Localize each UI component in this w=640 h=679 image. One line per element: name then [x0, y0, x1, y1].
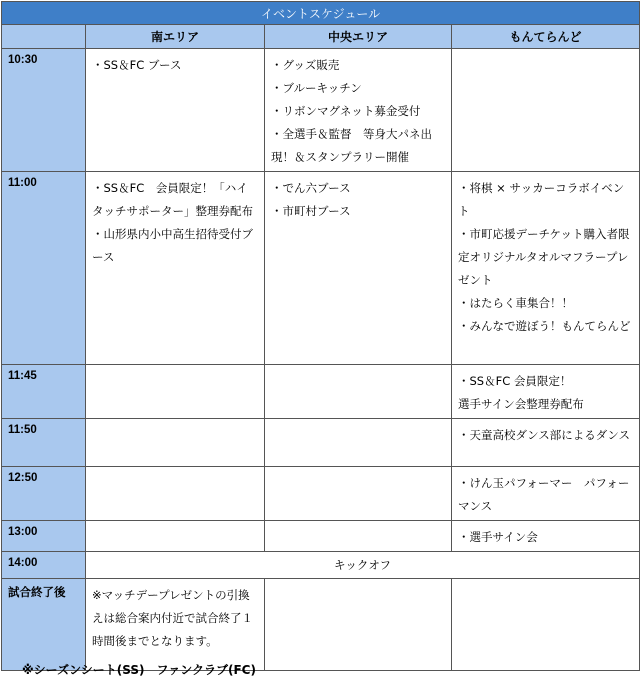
monte-cell	[452, 467, 640, 521]
monte-cell	[452, 49, 640, 172]
schedule-row	[2, 365, 640, 419]
list-item: ・天童高校ダンス部によるダンス	[458, 428, 631, 442]
column-header-monte: もんてらんど	[452, 25, 640, 49]
central-cell	[265, 172, 452, 365]
list-item: ・SS＆FC 会員限定！「ハイタッチサポーター」整理券配布	[92, 181, 253, 218]
schedule-row	[2, 49, 640, 172]
list-item: ・市町応援デーチケット購入者限定オリジナルタオルマフラープレゼント	[458, 227, 630, 287]
south-cell	[86, 419, 265, 467]
time-cell: 11:50	[2, 419, 86, 467]
schedule-row	[2, 172, 640, 365]
central-cell	[265, 419, 452, 467]
list-item: ・全選手＆監督 等身大パネ出現！＆スタンプラリー開催	[271, 127, 432, 164]
south-cell	[86, 365, 265, 419]
column-header-central: 中央エリア	[265, 25, 452, 49]
schedule-row	[2, 521, 640, 552]
time-cell: 14:00	[2, 552, 86, 579]
list-item: ・リボンマグネット募金受付	[271, 104, 421, 118]
list-item: ・SS＆FC ブース	[92, 58, 182, 72]
list-item: ・市町村ブース	[271, 204, 351, 218]
monte-cell	[452, 419, 640, 467]
schedule-row	[2, 467, 640, 521]
central-cell	[265, 579, 452, 671]
column-header-south: 南エリア	[86, 25, 265, 49]
list-item: ・将棋 × サッカーコラボイベント	[458, 181, 625, 218]
list-item: 選手サイン会整理券配布	[458, 397, 584, 411]
schedule-table	[1, 1, 640, 671]
central-cell	[265, 467, 452, 521]
time-cell: 10:30	[2, 49, 86, 172]
monte-cell	[452, 365, 640, 419]
south-cell	[86, 172, 265, 365]
list-item: ・山形県内小中高生招待受付ブース	[92, 227, 253, 264]
central-cell	[265, 365, 452, 419]
time-cell: 11:00	[2, 172, 86, 365]
time-column-header	[2, 25, 86, 49]
central-cell	[265, 49, 452, 172]
list-item: ・けん玉パフォーマー パフォーマンス	[458, 476, 630, 513]
list-item: ・グッズ販売	[271, 58, 340, 72]
south-cell: ※マッチデープレゼントの引換えは総合案内付近で試合終了１時間後までとなります。	[86, 579, 265, 671]
after-match-row	[2, 579, 640, 671]
column-header-row	[2, 25, 640, 49]
kickoff-cell: キックオフ	[86, 552, 640, 579]
list-item: ・みんなで遊ぼう！もんてらんど	[458, 319, 631, 333]
time-cell: 12:50	[2, 467, 86, 521]
central-cell	[265, 521, 452, 552]
list-item: ・でん六ブース	[271, 181, 351, 195]
footnote: ※シーズンシート(SS) ファンクラブ(FC)	[22, 663, 256, 677]
list-item: ・SS＆FC 会員限定！	[458, 374, 572, 388]
schedule-container	[1, 1, 639, 671]
schedule-row	[2, 419, 640, 467]
monte-cell	[452, 172, 640, 365]
monte-cell	[452, 579, 640, 671]
list-item: ・ブルーキッチン	[271, 81, 362, 95]
time-cell: 13:00	[2, 521, 86, 552]
south-cell	[86, 467, 265, 521]
monte-cell	[452, 521, 640, 552]
list-item: ・はたらく車集合！！	[458, 296, 573, 310]
south-cell	[86, 521, 265, 552]
kickoff-row	[2, 552, 640, 579]
list-item: ・選手サイン会	[458, 530, 538, 544]
south-cell	[86, 49, 265, 172]
time-cell: 11:45	[2, 365, 86, 419]
time-cell: 試合終了後	[2, 579, 86, 671]
table-title: イベントスケジュール	[2, 2, 640, 25]
